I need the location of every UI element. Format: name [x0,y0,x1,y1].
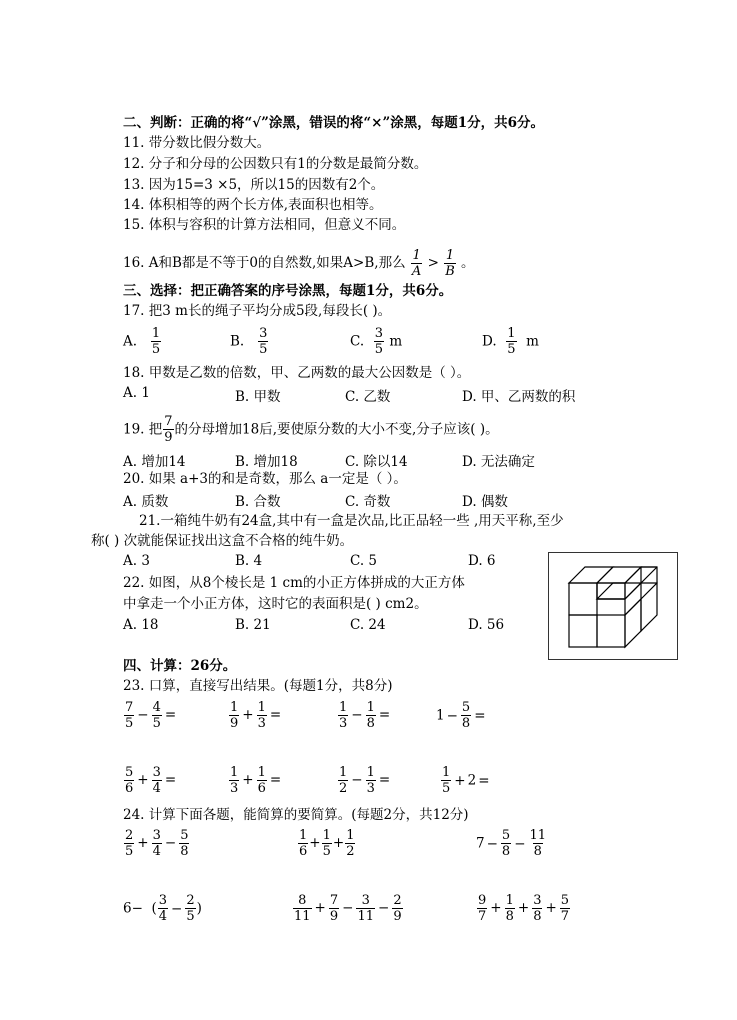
question-17: 17. 把3 m长的绳子平均分成5段,每段长( )。 [123,303,392,319]
question-18: 18. 甲数是乙数的倍数，甲、乙两数的最大公因数是（ ）。 [123,365,471,381]
q22-option-a: A. 18 [123,617,159,633]
question-14: 14. 体积相等的两个长方体,表面积也相等。 [123,197,383,213]
calc-2: $\frac{1}{6}$ + $\frac{1}{5}$ + $\frac{1}{2}$ [299,828,355,859]
q19-option-b: B. 增加18 [235,454,298,470]
cube-figure [548,552,678,660]
question-23: 23. 口算，直接写出结果。(每题1分，共8分) [123,678,393,694]
question-19: 19. 把 $\frac{7}{9}$ 的分母增加18后,要使原分数的大小不变,分子应该( )。 [123,414,499,445]
question-24: 24. 计算下面各题，能简算的要简算。(每题2分，共12分) [123,807,469,823]
mental-math-6: $\frac{1}{3}$ + $\frac{1}{6}$ = [230,765,282,796]
question-16 [123,248,475,279]
q17-option-b: B. $\frac{3}{5}$ [230,326,268,357]
question-21-line2: 称( ) 次就能保证找出这盒不合格的纯牛奶。 [91,533,354,549]
q18-option-a: A. 1 [123,385,150,401]
section-4-title: 四、计算：26分。 [123,658,237,674]
q21-option-c: C. 5 [350,553,378,569]
mental-math-4: 1 − $\frac{5}{8}$ = [436,700,486,731]
mental-math-3: $\frac{1}{3}$ − $\frac{1}{8}$ = [339,700,391,731]
cube-drawing [549,553,677,659]
fraction: $\frac{1}{B}$ [445,248,455,279]
q19-option-c: C. 除以14 [345,454,408,470]
calc-6: $\frac{9}{7}$ + $\frac{1}{8}$ + $\frac{3}{8}$ + $\frac{5}{7}$ [478,893,570,924]
mental-math-5: $\frac{5}{6}$ + $\frac{3}{4}$ = [125,765,177,796]
question-13: 13. 因为15=3 ×5，所以15的因数有2个。 [123,177,385,193]
q19-option-a: A. 增加14 [123,454,186,470]
question-22-line1: 22. 如图，从8个棱长是 1 cm的小正方体拼成的大正方体 [123,575,465,591]
fraction: $\frac{1}{A}$ [411,248,422,279]
q17-option-d: D. $\frac{1}{5}$ m [482,326,539,357]
q17-option-a: A. $\frac{1}{5}$ [123,326,161,357]
q16-text: 16. A和B都是不等于0的自然数,如果A>B,那么 [123,255,406,271]
q22-option-c: C. 24 [350,617,386,633]
q20-option-d: D. 偶数 [462,494,508,510]
q19-option-d: D. 无法确定 [462,454,535,470]
calc-3: 7 − $\frac{5}{8}$ − $\frac{11}{8}$ [476,828,547,859]
question-12: 12. 分子和分母的公因数只有1的分数是最简分数。 [123,156,428,172]
calc-1: $\frac{2}{5}$ + $\frac{3}{4}$ − $\frac{5}{8}$ [125,828,189,859]
section-2-title: 二、判断：正确的将“√”涂黑，错误的将“×”涂黑，每题1分，共6分。 [123,115,545,131]
question-21-line1: 21.一箱纯牛奶有24盒,其中有一盒是次品,比正品轻一些 ,用天平称,至少 [139,513,564,529]
mental-math-8: $\frac{1}{5}$ + 2 = [442,765,490,796]
mental-math-7: $\frac{1}{2}$ − $\frac{1}{3}$ = [339,765,391,796]
gt-sign: > [427,255,439,271]
q20-option-b: B. 合数 [235,494,281,510]
q20-option-a: A. 质数 [123,494,169,510]
question-11: 11. 带分数比假分数大。 [123,135,271,151]
q18-option-b: B. 甲数 [235,389,281,405]
period: 。 [461,255,475,271]
mental-math-1: $\frac{7}{5}$ − $\frac{4}{5}$ = [125,700,177,731]
q22-option-b: B. 21 [235,617,271,633]
q22-option-d: D. 56 [468,617,505,633]
question-20: 20. 如果 a+3的和是奇数，那么 a一定是（ ）。 [123,471,407,487]
calc-5: $\frac{8}{11}$ + $\frac{7}{9}$ − $\frac{3}{11}$ − $\frac{2}{9}$ [294,893,402,924]
q17-option-c: C. $\frac{3}{5}$ m [350,326,403,357]
q18-option-d: D. 甲、乙两数的积 [462,389,576,405]
q20-option-c: C. 奇数 [345,494,391,510]
question-15: 15. 体积与容积的计算方法相同，但意义不同。 [123,217,406,233]
q21-option-a: A. 3 [123,553,150,569]
q18-option-c: C. 乙数 [345,389,391,405]
calc-4: 6− ( $\frac{3}{4}$ − $\frac{2}{5}$ ) [123,893,202,924]
q21-option-b: B. 4 [235,553,263,569]
mental-math-2: $\frac{1}{9}$ + $\frac{1}{3}$ = [230,700,282,731]
question-22-line2: 中拿走一个小正方体，这时它的表面积是( ) cm2。 [123,596,428,612]
section-3-title: 三、选择：把正确答案的序号涂黑，每题1分，共6分。 [123,283,453,299]
q21-option-d: D. 6 [468,553,496,569]
